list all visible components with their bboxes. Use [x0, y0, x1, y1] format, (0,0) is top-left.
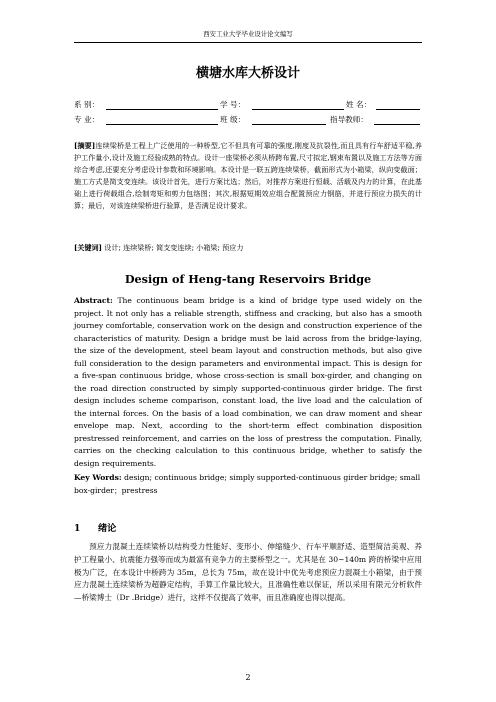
advisor-field-line	[374, 124, 420, 125]
major-label: 专 业：	[74, 115, 100, 124]
major-field-line	[106, 124, 218, 125]
department-label: 系 别：	[74, 100, 100, 109]
abstract-bracket-close: ]	[91, 141, 96, 150]
name-label: 姓 名：	[346, 100, 372, 109]
english-keywords-text: design; continuous bridge; simply supported-continuous girder bridge; small box-girder；prestress	[74, 473, 421, 495]
keywords-bracket-open: [	[74, 243, 78, 252]
running-header: 西安工业大学毕业设计论文编写	[203, 30, 293, 38]
class-field-line	[252, 124, 326, 125]
info-row-2	[74, 114, 422, 126]
chinese-keywords-text: 设计; 连续梁桥; 简支变连续; 小箱梁; 预应力	[104, 243, 244, 252]
section-body-paragraph: 预应力混凝土连续梁桥以结构受力性能好、变形小、伸缩缝少、行车平顺舒适、造型简洁美观、养护工程量小、抗震能力强等而成为最富有竞争力的主要桥型之一。尤其是在 30~140m 跨的桥梁中应用极为广泛，在本设计中桥跨为 35m，总长为 75m，故在设计中优先考虑预应力混凝土小箱梁，由于预应力混凝土连续梁桥为超静定结构，手算工作量比较大，且准确性难以保证，所以采用有限元分析软件—桥梁博士（Dr .Bridge）进行，这样不仅提高了效率，而且准确度也得以提高。	[74, 542, 422, 603]
name-field-line	[376, 109, 420, 110]
chinese-abstract-label: 摘要	[77, 141, 92, 150]
english-keywords-label: Key Words:	[74, 473, 122, 482]
chinese-abstract	[74, 140, 422, 213]
chinese-keywords	[74, 242, 422, 254]
section-title: 绪论	[98, 523, 117, 534]
abstract-bracket-open: [	[74, 141, 78, 150]
page-number: 2	[245, 673, 251, 682]
english-abstract	[74, 295, 422, 470]
student-id-label: 学 号：	[220, 100, 246, 109]
english-abstract-text: The continuous beam bridge is a kind of bridge type used widely on the project. It not only has a reliable strength, stiffness and cracking, but also has a smooth journey comfortable, conservation work on the design and construction experience of the characteristics of maturity. Design a bridge must be laid across from the bridge-laying, the size of the development, steel beam layout and construction methods, but also give full consideration to the design parameters and environmental impact. This is design for a five-span continuous bridge, whose cross-section is small box-girder, and changing on the road direction constructed by simply supported-continuous girder bridge. The first design includes scheme comparison, constant load, the live load and the calculation of the internal forces. On the basis of a load combination, we can draw moment and shear envelope map. Next, according to the short-term effect combination disposition prestressed reinforcement, and carries on the loss of prestress the computation. Finally, carries on the checking calculation to this continuous bridge, whether to satisfy the design requirements.	[74, 296, 422, 468]
chinese-title: 横塘水库大桥设计	[195, 66, 300, 81]
info-row-1	[74, 99, 422, 111]
english-abstract-label: Abstract:	[74, 296, 113, 305]
english-keywords	[74, 472, 422, 497]
keywords-bracket-close: ]	[98, 243, 102, 252]
advisor-label: 指导教师：	[330, 115, 368, 124]
chinese-abstract-text: 连续梁桥是工程上广泛使用的一种桥型,它不但具有可靠的强度,刚度及抗裂性,而且具有行车舒适平稳,养护工作量小,设计及施工经验成熟的特点。设计一座梁桥必须从桥跨布置,尺寸拟定,钢束布置以及施工方法等方面综合考虑,还要充分考虑设计参数和环境影响。本设计是一联五跨连续梁桥，截面形式为小箱梁，纵向变截面；施工方式是简支变连续。该设计首先，进行方案比选；然后，对推荐方案进行恒载、活载及内力的计算，在此基础上进行荷载组合,绘制弯矩和剪力包络图；其次,根据短期效应组合配置预应力钢筋，并进行预应力损失的计算；最后，对该连续梁桥进行验算，是否满足设计要求。	[74, 141, 422, 211]
department-field-line	[106, 109, 218, 110]
section-heading	[74, 522, 422, 536]
class-label: 班 级：	[220, 115, 246, 124]
english-title: Design of Heng-tang Reservoirs Bridge	[124, 272, 372, 286]
student-id-field-line	[252, 109, 344, 110]
chinese-keywords-label: 关键词	[77, 243, 99, 252]
section-number: 1	[74, 523, 81, 534]
header-rule	[74, 42, 422, 43]
